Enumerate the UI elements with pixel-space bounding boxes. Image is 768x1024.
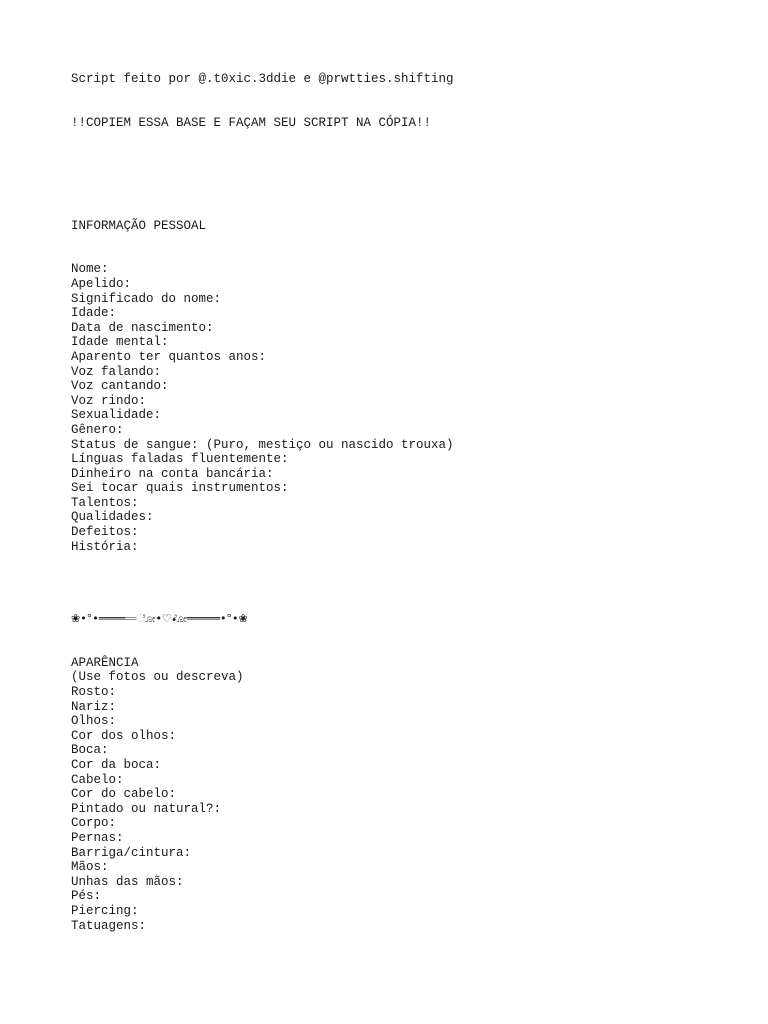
field-label: Dinheiro na conta bancária: <box>71 466 274 481</box>
field-label: Cor dos olhos: <box>71 728 177 743</box>
field-label: Data de nascimento: <box>71 320 214 335</box>
field-label: Nome: <box>71 262 109 277</box>
notice-line: !!COPIEM ESSA BASE E FAÇAM SEU SCRIPT NA CÓPIA!! <box>71 115 432 130</box>
field-label: Corpo: <box>71 816 117 831</box>
field-label: Cabelo: <box>71 772 124 787</box>
field-label: Mãos: <box>71 860 109 875</box>
field-label: Gênero: <box>71 422 124 437</box>
field-label: Unhas das mãos: <box>71 874 184 889</box>
spacer <box>71 554 711 612</box>
spacer <box>71 627 711 656</box>
field-label: Sei tocar quais instrumentos: <box>71 481 289 496</box>
field-label: Barriga/cintura: <box>71 845 192 860</box>
field-label: Significado do nome: <box>71 291 222 306</box>
field-label: Cor do cabelo: <box>71 787 177 802</box>
credit-line: Script feito por @.t0xic.3ddie e @prwtties.shifting <box>71 72 454 86</box>
field-label: Voz falando: <box>71 364 162 379</box>
spacer <box>71 204 711 219</box>
field-label: Idade: <box>71 306 117 321</box>
field-label: Idade mental: <box>71 335 169 350</box>
field-label: Tatuagens: <box>71 918 147 933</box>
field-label: Apelido: <box>71 276 132 291</box>
field-label: Talentos: <box>71 495 139 510</box>
field-label: Pernas: <box>71 830 124 845</box>
document-page <box>71 72 711 933</box>
field-label: Qualidades: <box>71 510 154 525</box>
field-label: Línguas faladas fluentemente: <box>71 452 289 467</box>
spacer <box>71 87 711 116</box>
appearance-section-title: APARÊNCIA <box>71 655 139 670</box>
field-label: Nariz: <box>71 699 117 714</box>
field-label: Voz cantando: <box>71 379 169 394</box>
appearance-subtitle: (Use fotos ou descreva) <box>71 670 244 685</box>
field-label: Sexualidade: <box>71 408 162 423</box>
field-label: Pintado ou natural?: <box>71 801 222 816</box>
field-label: Olhos: <box>71 714 117 729</box>
spacer <box>71 233 711 262</box>
personal-section-title: INFORMAÇÃO PESSOAL <box>71 218 207 233</box>
field-label: Boca: <box>71 743 109 758</box>
field-label: Defeitos: <box>71 525 139 540</box>
field-label: História: <box>71 539 139 554</box>
field-label: Status de sangue: (Puro, mestiço ou nascido trouxa) <box>71 437 454 452</box>
spacer <box>71 130 711 204</box>
field-label: Cor da boca: <box>71 758 162 772</box>
field-label: Pés: <box>71 889 102 904</box>
field-label: Piercing: <box>71 903 139 918</box>
personal-fields-list <box>71 262 711 554</box>
appearance-fields-list <box>71 685 711 933</box>
field-label: Voz rindo: <box>71 393 147 408</box>
section-divider: ❀•°•═════ೋ•♡•ೋ═════•°•❀ <box>71 612 248 626</box>
field-label: Aparento ter quantos anos: <box>71 349 267 364</box>
field-label: Rosto: <box>71 685 117 700</box>
